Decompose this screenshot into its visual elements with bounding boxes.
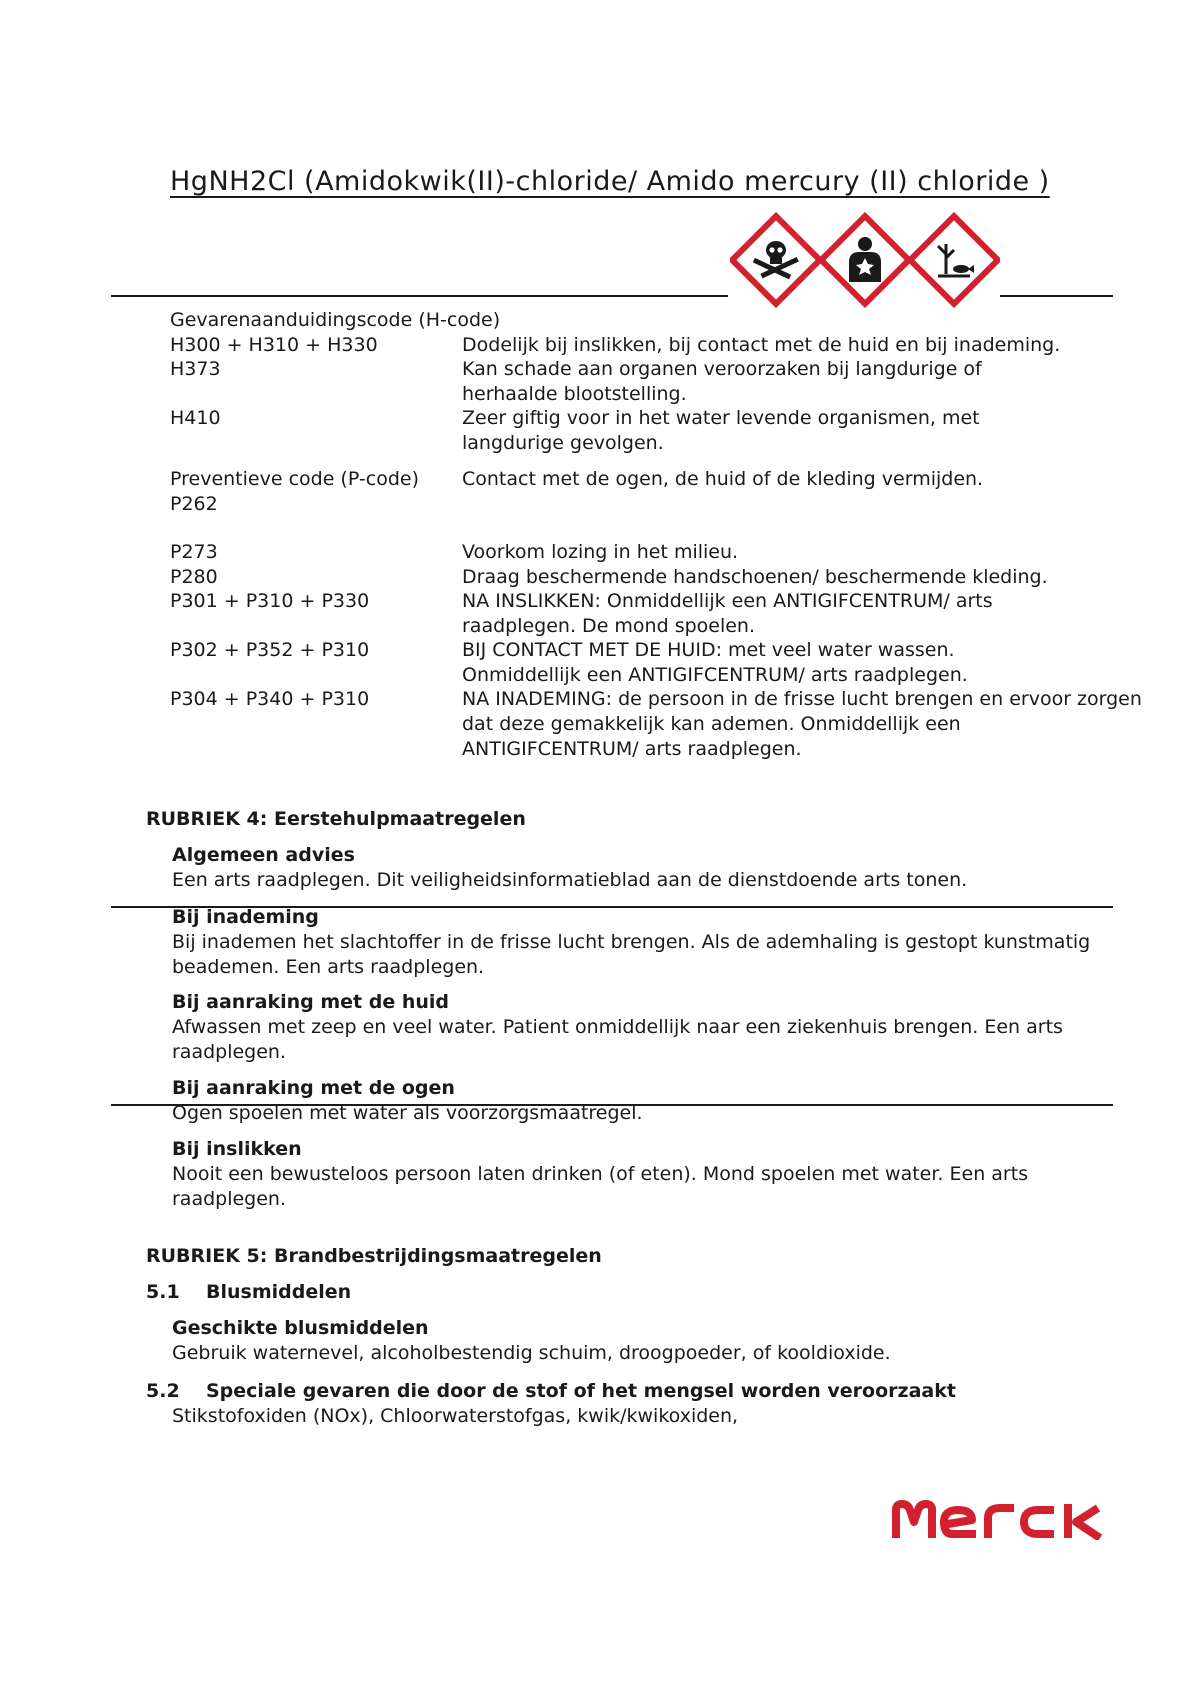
pcode-description: NA INADEMING: de persoon in de frisse lucht brengen en ervoor zorgen dat deze gemakkelijk kan ademen. Onmiddellijk een ANTIGIFCENTRUM/ arts raadplegen.	[462, 688, 1142, 760]
subsection-title: Speciale gevaren die door de stof of het mengsel worden veroorzaakt	[206, 1380, 956, 1402]
pcode: P304 + P340 + P310	[170, 688, 370, 710]
subheading: Bij inademing	[172, 906, 319, 928]
divider	[1000, 295, 1113, 297]
paragraph: Bij inademen het slachtoffer in de frisse lucht brengen. Als de ademhaling is gestopt kunstmatig beademen. Een arts raadplegen.	[172, 931, 1091, 978]
hcode-description: Dodelijk bij inslikken, bij contact met de huid en bij inademing.	[462, 334, 1061, 356]
subheading: Bij inslikken	[172, 1138, 302, 1160]
pcode: P301 + P310 + P330	[170, 590, 370, 612]
paragraph: Een arts raadplegen. Dit veiligheidsinformatieblad aan de dienstdoende arts tonen.	[172, 869, 968, 891]
hcode-description: Kan schade aan organen veroorzaken bij langdurige of herhaalde blootstelling.	[462, 358, 982, 405]
pcode-description: NA INSLIKKEN: Onmiddellijk een ANTIGIFCENTRUM/ arts raadplegen. De mond spoelen.	[462, 590, 993, 637]
hcode: H410	[170, 407, 221, 429]
paragraph: Ogen spoelen met water als voorzorgsmaatregel.	[172, 1102, 643, 1124]
subsection-number: 5.1	[146, 1281, 180, 1303]
pcode: P280	[170, 566, 218, 588]
pcode-description: Draag beschermende handschoenen/ beschermende kleding.	[462, 566, 1048, 588]
environment-icon	[910, 216, 998, 304]
subheading: Geschikte blusmiddelen	[172, 1317, 429, 1339]
skull-crossbones-icon	[732, 216, 820, 304]
subheading: Bij aanraking met de ogen	[172, 1077, 455, 1099]
pcode-header: Preventieve code (P-code)	[170, 468, 419, 490]
health-hazard-icon	[821, 216, 909, 304]
hazard-pictograms	[730, 212, 1000, 308]
paragraph: Stikstofoxiden (NOx), Chloorwaterstofgas, kwik/kwikoxiden,	[172, 1405, 739, 1427]
pcode: P273	[170, 541, 218, 563]
hcode: H300 + H310 + H330	[170, 334, 378, 356]
pcode: P262	[170, 493, 218, 515]
subheading: Bij aanraking met de huid	[172, 991, 450, 1013]
section-4-title: RUBRIEK 4: Eerstehulpmaatregelen	[146, 808, 526, 830]
merck-logo	[892, 1500, 1122, 1540]
page-title: HgNH2Cl (Amidokwik(II)-chloride/ Amido mercury (II) chloride )	[170, 166, 1050, 197]
pcode: P302 + P352 + P310	[170, 639, 370, 661]
subheading: Algemeen advies	[172, 844, 355, 866]
pcode-description: BIJ CONTACT MET DE HUID: met veel water wassen. Onmiddellijk een ANTIGIFCENTRUM/ arts raadplegen.	[462, 639, 968, 686]
hcode: H373	[170, 358, 221, 380]
hcode-description: Zeer giftig voor in het water levende organismen, met langdurige gevolgen.	[462, 407, 980, 454]
paragraph: Gebruik waternevel, alcoholbestendig schuim, droogpoeder, of kooldioxide.	[172, 1342, 891, 1364]
subsection-number: 5.2	[146, 1380, 180, 1402]
paragraph: Nooit een bewusteloos persoon laten drinken (of eten). Mond spoelen met water. Een arts raadplegen.	[172, 1163, 1029, 1210]
hcode-header: Gevarenaanduidingscode (H-code)	[170, 309, 501, 331]
section-5-title: RUBRIEK 5: Brandbestrijdingsmaatregelen	[146, 1245, 602, 1267]
pcode-description: Voorkom lozing in het milieu.	[462, 541, 739, 563]
subsection-title: Blusmiddelen	[206, 1281, 352, 1303]
divider	[111, 295, 728, 297]
paragraph: Afwassen met zeep en veel water. Patient onmiddellijk naar een ziekenhuis brengen. Een arts raadplegen.	[172, 1016, 1063, 1063]
pcode-description: Contact met de ogen, de huid of de kleding vermijden.	[462, 468, 984, 490]
